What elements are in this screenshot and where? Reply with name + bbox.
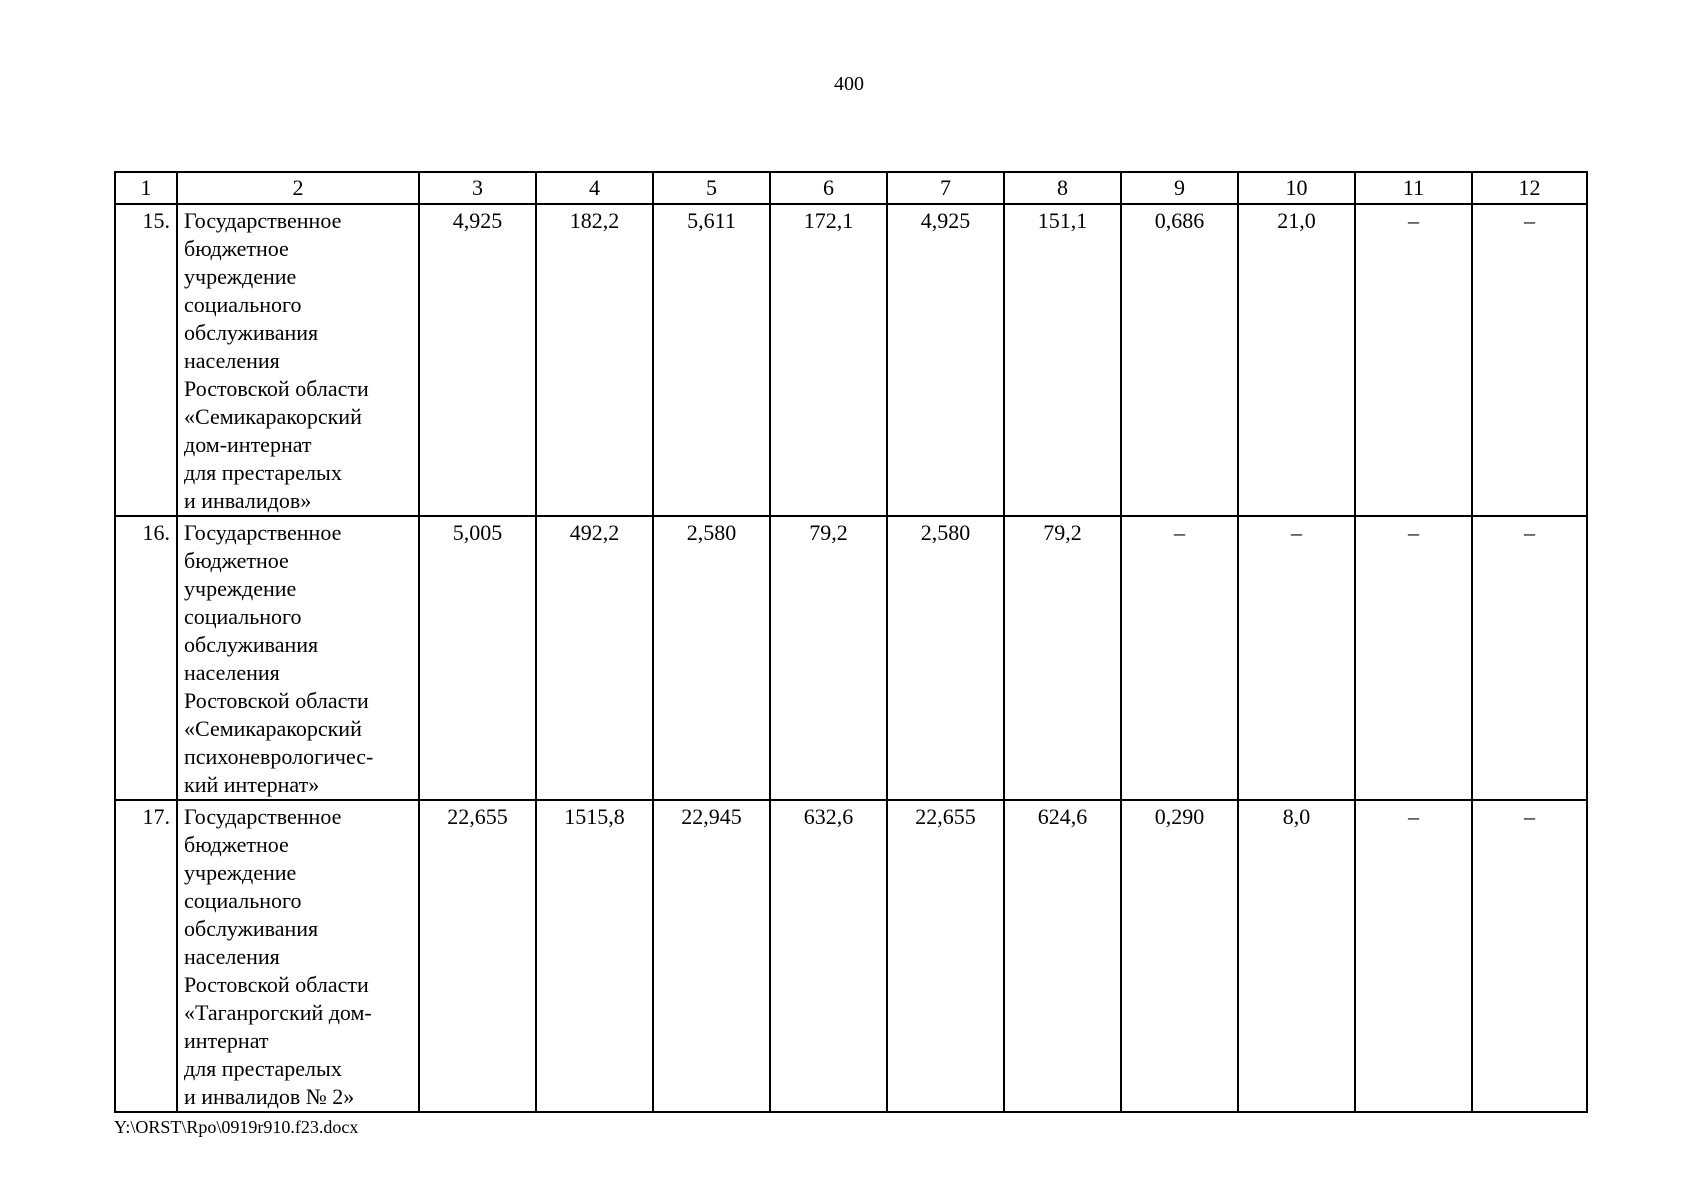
column-number-cell: 2 [177,172,419,204]
name-line: Ростовской области [184,972,369,997]
value-cell: – [1238,516,1355,800]
value-cell: 22,655 [887,800,1004,1112]
table-row [115,516,1587,800]
row-number-cell: 15. [115,204,177,516]
name-line: дом-интернат [184,432,312,457]
value-cell: – [1355,204,1472,516]
name-line: социального [184,888,302,913]
column-number-cell: 8 [1004,172,1121,204]
column-number-row [115,172,1587,204]
table-body [115,172,1587,1112]
value-cell: 1515,8 [536,800,653,1112]
name-line: «Семикаракорский [184,404,362,429]
institution-name-cell [177,204,419,516]
name-line: «Таганрогский дом- [184,1000,372,1025]
name-line: «Семикаракорский [184,716,362,741]
value-cell: 2,580 [887,516,1004,800]
value-cell: 4,925 [419,204,536,516]
name-line: Ростовской области [184,688,369,713]
name-line: обслуживания [184,916,319,941]
name-line: интернат [184,1028,269,1053]
value-cell: 22,655 [419,800,536,1112]
name-line: учреждение [184,860,297,885]
name-line: учреждение [184,264,297,289]
name-line: учреждение [184,576,297,601]
value-cell: 79,2 [770,516,887,800]
name-line: Ростовской области [184,376,369,401]
name-line: бюджетное [184,548,289,573]
row-number-cell: 16. [115,516,177,800]
column-number-cell: 9 [1121,172,1238,204]
value-cell: – [1121,516,1238,800]
column-number-cell: 3 [419,172,536,204]
name-line: Государственное [184,520,342,545]
name-line: населения [184,660,280,685]
value-cell: 182,2 [536,204,653,516]
value-cell: 492,2 [536,516,653,800]
column-number-cell: 1 [115,172,177,204]
value-cell: 2,580 [653,516,770,800]
value-cell: – [1472,516,1587,800]
value-cell: 624,6 [1004,800,1121,1112]
table-row [115,800,1587,1112]
value-cell: 4,925 [887,204,1004,516]
value-cell: 8,0 [1238,800,1355,1112]
name-line: и инвалидов № 2» [184,1084,355,1109]
value-cell: 0,686 [1121,204,1238,516]
name-line: для престарелых [184,460,342,485]
name-line: бюджетное [184,236,289,261]
name-line: Государственное [184,208,342,233]
footer-file-path: Y:\ORST\Rpo\0919r910.f23.docx [114,1117,359,1137]
column-number-cell: 10 [1238,172,1355,204]
name-line: кий интернат» [184,772,320,797]
column-number-cell: 12 [1472,172,1587,204]
value-cell: – [1472,204,1587,516]
value-cell: 5,005 [419,516,536,800]
value-cell: 79,2 [1004,516,1121,800]
column-number-cell: 4 [536,172,653,204]
value-cell: – [1355,800,1472,1112]
name-line: населения [184,348,280,373]
column-number-cell: 5 [653,172,770,204]
value-cell: 21,0 [1238,204,1355,516]
institution-name-cell [177,516,419,800]
column-number-cell: 11 [1355,172,1472,204]
value-cell: 0,290 [1121,800,1238,1112]
name-line: психоневрологичес- [184,744,374,769]
column-number-cell: 6 [770,172,887,204]
value-cell: 151,1 [1004,204,1121,516]
name-line: для престарелых [184,1056,342,1081]
value-cell: 172,1 [770,204,887,516]
name-line: социального [184,604,302,629]
data-table [114,171,1588,1113]
name-line: обслуживания [184,632,319,657]
value-cell: 5,611 [653,204,770,516]
name-line: и инвалидов» [184,488,312,513]
table-row [115,204,1587,516]
name-line: Государственное [184,804,342,829]
value-cell: 632,6 [770,800,887,1112]
row-number-cell: 17. [115,800,177,1112]
value-cell: 22,945 [653,800,770,1112]
value-cell: – [1472,800,1587,1112]
name-line: социального [184,292,302,317]
institution-name-cell [177,800,419,1112]
page-number: 400 [834,73,864,95]
name-line: обслуживания [184,320,319,345]
name-line: населения [184,944,280,969]
value-cell: – [1355,516,1472,800]
name-line: бюджетное [184,832,289,857]
column-number-cell: 7 [887,172,1004,204]
